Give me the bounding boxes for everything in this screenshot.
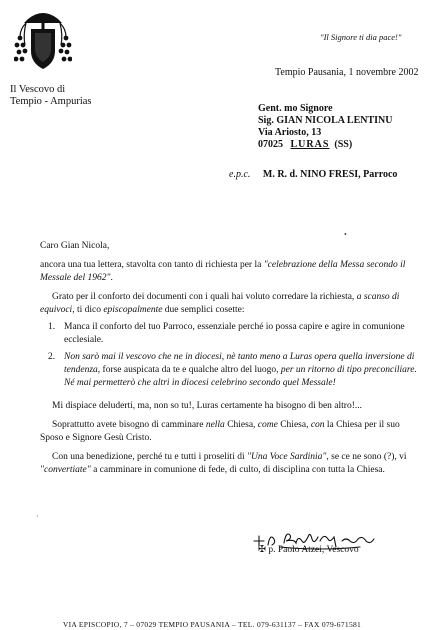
letter-body (40, 240, 420, 477)
p4-text-2: Chiesa, (224, 420, 258, 430)
recipient-street: Via Ariosto, 13 (258, 127, 322, 138)
stray-mark: • (344, 230, 347, 239)
paragraph-5 (40, 451, 420, 477)
item2-em2: per un ritorno di tipo preconciliare. Né mai permetterò che altri in diocesi celebrino secondo quel Messale! (64, 365, 417, 388)
sender-diocese: Tempio - Ampurias (10, 96, 92, 107)
p5-text-3: a camminare in comunione di fede, di culto, di disciplina con tutta la Chiesa. (90, 465, 385, 475)
p2-text-3: due semplici cosette: (162, 305, 245, 315)
list-text: Manca il conforto del tuo Parroco, essenziale perché io possa capire e agire in comunione ecclesiale. (64, 322, 405, 345)
p4-text-3: Chiesa, (277, 420, 311, 430)
recipient-province: (SS) (334, 139, 353, 150)
p5-em1: "Una Voce Sardinia" (246, 452, 327, 462)
signatory-name: ✠ p. Paolo Atzei, Vescovo (258, 545, 359, 555)
p4-em1: nella (205, 420, 225, 430)
paragraph-4 (40, 419, 420, 445)
p2-text-2: , ti dico (72, 305, 104, 315)
item2-em1: Non sarò mai il vescovo che ne in diocesi, nè tanto meno a Luras opera quella inversione di tendenza (64, 352, 415, 375)
recipient-city-line (258, 139, 392, 151)
list-item (40, 321, 420, 347)
p4-text-4: la Chiesa per il suo Sposo e Signore Gesù Cristo. (40, 420, 400, 443)
cc-label: e.p.c. (229, 169, 251, 180)
p5-em2: "convertiate" (40, 465, 91, 475)
cc-line (229, 169, 397, 180)
list-text (64, 351, 420, 390)
motto: "Il Signore ti dia pace!" (320, 32, 402, 42)
cc-name: M. R. d. NINO FRESI, Parroco (262, 169, 398, 180)
paragraph-3: Mi dispiace deluderti, ma, non so tu!, Luras certamente ha bisogno di ben altro!... (52, 401, 362, 411)
p1-end: . (110, 273, 113, 283)
paragraph-1 (40, 259, 420, 285)
recipient-address (258, 103, 392, 151)
list-number: 1. (48, 322, 56, 332)
sender-block (10, 84, 92, 108)
p5-text: Con una benedizione, perché tu e tutti i proseliti di (52, 452, 247, 462)
item2-text: , forse auspicata da te e qualche altro del luogo, (97, 365, 281, 375)
p5-text-2: , se ce ne sono (?), vi (326, 452, 407, 462)
recipient-name: Sig. GIAN NICOLA LENTINU (258, 115, 393, 126)
p2-em1: a scanso di equivoci (40, 292, 400, 315)
sender-title: Il Vescovo di (10, 84, 66, 95)
p1-text: ancora una tua lettera, stavolta con tanto di richiesta per la (40, 260, 264, 270)
p2-em2: episcopalmente (103, 305, 163, 315)
salutation: Caro Gian Nicola, (40, 241, 110, 251)
stray-mark: · (36, 512, 39, 521)
episcopal-coat-of-arms (14, 5, 72, 77)
list-number: 2. (48, 352, 56, 362)
recipient-salutation: Gent. mo Signore (258, 103, 333, 114)
p4-em2: come (257, 420, 278, 430)
p2-text: Grato per il conforto dei documenti con i quali hai voluto corredare la richiesta, (52, 292, 357, 302)
letterhead-footer: VIA EPISCOPIO, 7 – 07029 TEMPIO PAUSANIA – TEL. 079-631137 – FAX 079-671581 (62, 620, 362, 629)
p1-quote: "celebrazione della Messa secondo il Messale del 1962" (40, 260, 406, 283)
list-item (40, 351, 420, 390)
paragraph-2 (40, 291, 420, 317)
place-date: Tempio Pausania, 1 novembre 2002 (275, 67, 419, 78)
p4-text: Soprattutto avete bisogno di camminare (52, 420, 206, 430)
recipient-postcode: 07025 (258, 139, 283, 150)
recipient-city: LURAS (290, 139, 330, 150)
p4-em3: con (310, 420, 325, 430)
